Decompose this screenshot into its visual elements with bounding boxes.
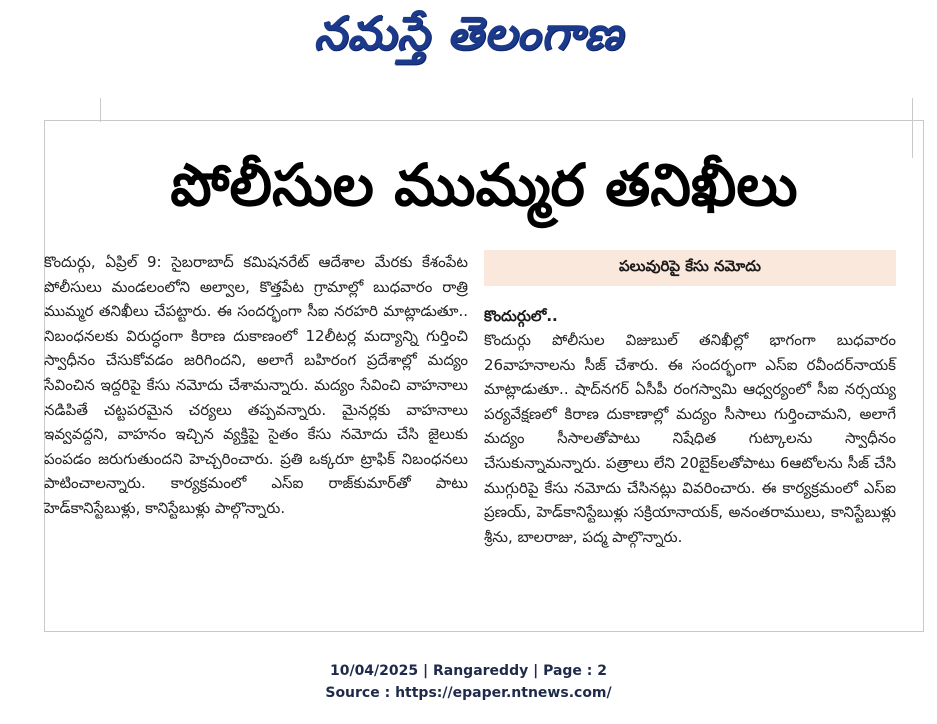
page-footer xyxy=(0,660,937,704)
subheading-box xyxy=(484,250,896,286)
subheading-text: పలువురిపై కేసు నమోదు xyxy=(618,257,761,275)
article-left-column xyxy=(44,250,468,521)
frame-divider-left xyxy=(100,98,101,122)
dateline-kicker: కొందుర్గులో.. xyxy=(484,307,558,325)
footer-edition-info: 10/04/2025 | Rangareddy | Page : 2 xyxy=(329,663,608,679)
footer-source-link[interactable]: Source : https://epaper.ntnews.com/ xyxy=(325,685,612,701)
left-column-body: కొందుర్గు, ఏప్రిల్ 9: సైబరాబాద్ కమిషనరేట్ ఆదేశాల మేరకు కేశంపేట పోలీసులు మండలంలోని అల్వాల, కొత్తపేట గ్రామాల్లో బుధవారం రాత్రి ముమ్మర తనిఖీలు చేపట్టారు. ఈ సందర్భంగా సీఐ నరహరి మాట్లాడుతూ.. నిబంధనలకు విరుద్ధంగా కిరాణ దుకాణంలో 12లీటర్ల మద్యాన్ని గుర్తించి స్వాధీనం చేసుకోవడం జరిగిందని, అలాగే బహిరంగ ప్రదేశాల్లో మద్యం సేవించిన ఇద్దరిపై కేసు నమోదు చేశామన్నారు. మద్యం సేవించి వాహనాలు నడిపితే చట్టపరమైన చర్యలు తప్పవన్నారు. మైనర్లకు వాహనాలు ఇవ్వవద్దని, వాహనం ఇచ్చిన వ్యక్తిపై సైతం కేసు నమోదు చేసి జైలుకు పంపడం జరుగుతుందని హెచ్చరించారు. ప్రతి ఒక్కరూ ట్రాఫిక్ నిబంధనలు పాటించాలన్నారు. కార్యక్రమంలో ఎస్ఐ రాజ్‌కుమార్‌తో పాటు హెడ్‌కానిస్టేబుళ్లు, కానిస్టేబుళ్లు పాల్గొన్నారు. xyxy=(44,253,468,517)
newspaper-logo: నమస్తే తెలంగాణ xyxy=(313,6,624,60)
right-column-body: కొందుర్గు పోలీసుల విజుబుల్ తనిఖీల్లో భాగంగా బుధవారం 26వాహనాలను సీజ్ చేశారు. ఈ సందర్భంగా ఎస్ఐ రవీందర్‌నాయక్ మాట్లాడుతూ.. షాద్‌నగర్ ఏసీపీ రంగస్వామి ఆధ్వర్యంలో సీఐ నర్సయ్య పర్యవేక్షణలో కిరాణ దుకాణాల్లో మద్యం సీసాలు గుర్తించామని, అలాగే మద్యం సీసాలతోపాటు నిషేధిత గుట్కాలను స్వాధీనం చేసుకున్నామన్నారు. పత్రాలు లేని 20బైక్‌లతోపాటు 6ఆటోలను సీజ్ చేసి ముగ్గురిపై కేసు నమోదు చేసినట్లు వివరించారు. ఈ కార్యక్రమంలో ఎస్ఐ ప్రణయ్, హెడ్‌కానిస్టేబుళ్లు సక్రియానాయక్, అనంతరాములు, కానిస్టేబుళ్లు శ్రీను, బాలరాజు, పద్మ పాల్గొన్నారు. xyxy=(484,331,896,546)
article-right-column xyxy=(484,250,896,549)
masthead xyxy=(0,6,937,76)
article-headline: పోలీసుల ముమ్మర తనిఖీలు xyxy=(170,151,798,219)
